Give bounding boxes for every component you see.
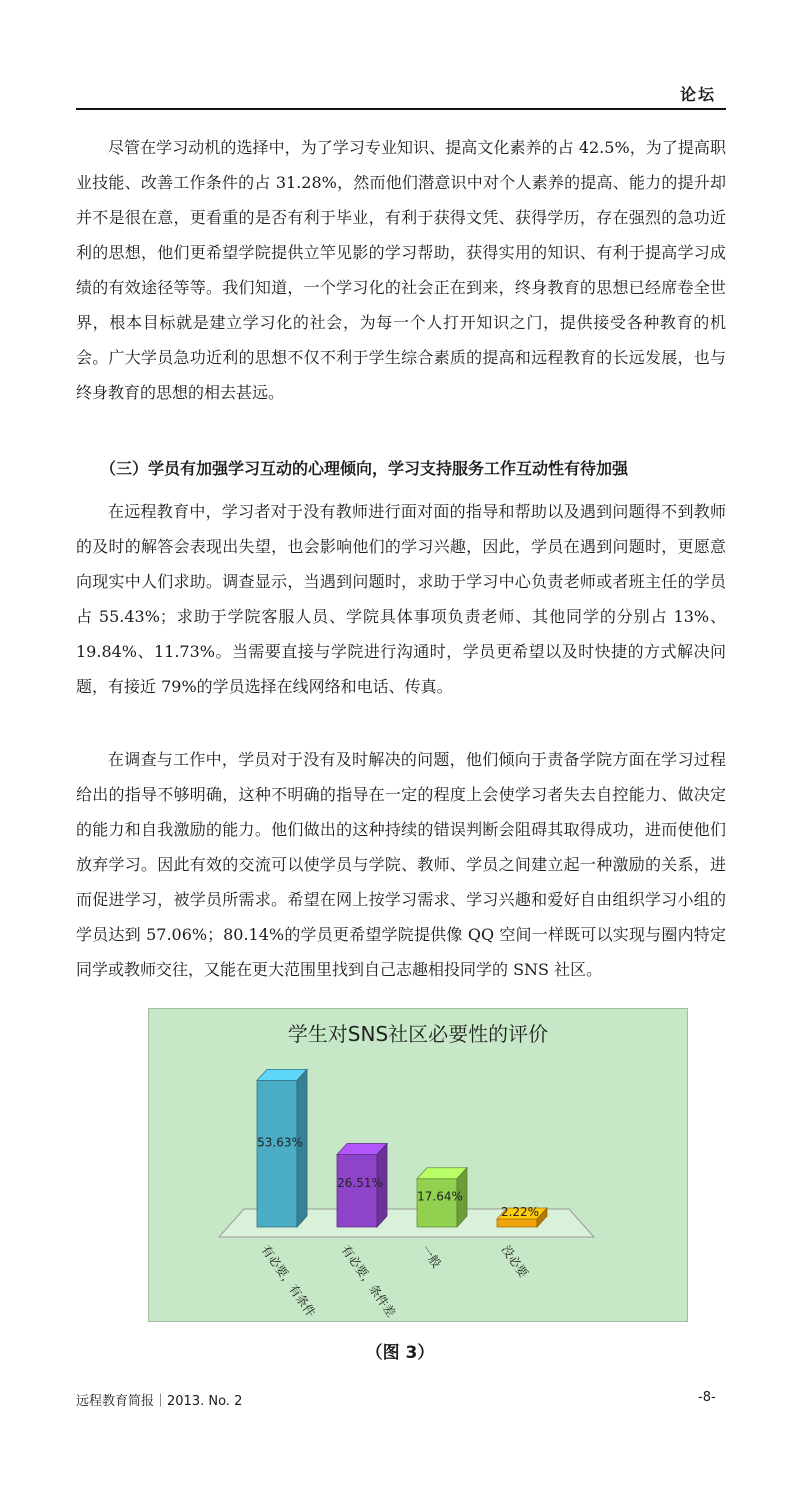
bar-1-front <box>257 1080 297 1227</box>
paragraph-learning-motivation: 尽管在学习动机的选择中，为了学习专业知识、提高文化素养的占 42.5%，为了提高职业技能、改善工作条件的占 31.28%，然而他们潜意识中对个人素养的提高、能力的提升却并不是很在意，更看重的是否有利于毕业，有利于获得文凭、获得学历，存在强烈的急功近利的思想，他们更希望学院提供立竿见影的学习帮助，获得实用的知识、有利于提高学习成绩的有效途径等等。我们知道，一个学习化的社会正在到来，终身教育的思想已经席卷全世界，根本目标就是建立学习化的社会，为每一个人打开知识之门，提供接受各种教育的机会。广大学员急功近利的思想不仅不利于学生综合素质的提高和远程教育的长远发展，也与终身教育的思想的相去甚远。 <box>76 138 726 402</box>
footer-page-number: -8- <box>698 1390 716 1405</box>
bar-4-value-label: 2.22% <box>500 1205 540 1219</box>
x-category-label-3: 一般 <box>418 1242 444 1271</box>
section-heading: （三）学员有加强学习互动的心理倾向，学习支持服务工作互动性有待加强 <box>100 459 629 478</box>
footer-journal: 远程教育简报｜2013. No. 2 <box>76 1394 243 1409</box>
chart-title: 学生对SNS社区必要性的评价 <box>287 1022 549 1046</box>
paragraph-interaction-needs: 在调查与工作中，学员对于没有及时解决的问题，他们倾向于责备学院方面在学习过程给出的指导不够明确，这种不明确的指导在一定的程度上会使学习者失去自控能力、做决定的能力和自我激励的能力。他们做出的这种持续的错误判断会阻碍其取得成功，进而使他们放弃学习。因此有效的交流可以使学员与学院、教师、学员之间建立起一种激励的关系，进而促进学习，被学员所需求。希望在网上按学习需求、学习兴趣和爱好自由组织学习小组的学员达到 57.06%；80.14%的学员更希望学院提供像 QQ 空间一样既可以实现与圈内特定同学或教师交往，又能在更大范围里找到自己志趣相投同学的 SNS 社区。 <box>76 750 726 979</box>
figure-caption: （图 3） <box>365 1343 435 1363</box>
x-category-label-2: 有必要，条件差 <box>338 1242 399 1320</box>
header-rule <box>76 108 726 110</box>
x-category-label-4: 没必要 <box>498 1242 531 1281</box>
x-category-label-1: 有必要，有条件 <box>258 1242 319 1320</box>
bar-2-front <box>337 1155 377 1227</box>
paragraph-help-seeking: 在远程教育中，学习者对于没有教师进行面对面的指导和帮助以及遇到问题得不到教师的及时的解答会表现出失望，也会影响他们的学习兴趣，因此，学员在遇到问题时，更愿意向现实中人们求助。调查显示，当遇到问题时，求助于学习中心负责老师或者班主任的学员占 55.43%；求助于学院客服人员、学院具体事项负责老师、其他同学的分别占 13%、19.84%、11.73%。当需要直接与学院进行沟通时，学员更希望以及时快捷的方式解决问题，有接近 79%的学员选择在线网络和电话、传真。 <box>76 502 726 696</box>
bar-4-front <box>497 1219 537 1227</box>
bar-3-value-label: 17.64% <box>417 1189 463 1204</box>
chart-container <box>148 1008 688 1322</box>
bar-2-value-label: 26.51% <box>337 1176 383 1191</box>
bar-chart <box>149 1009 687 1321</box>
bar-1-value-label: 53.63% <box>257 1135 303 1150</box>
header-section-label: 论坛 <box>680 85 717 104</box>
